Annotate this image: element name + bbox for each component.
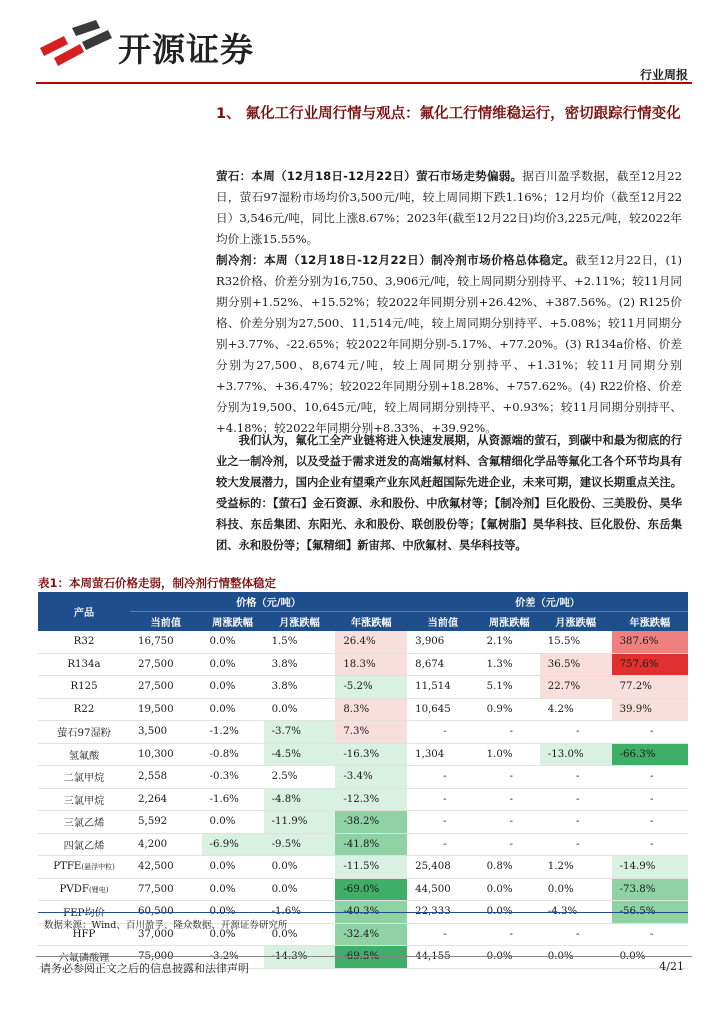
value-cell: 22,333 — [407, 901, 479, 924]
paragraph-refrigerant-lead: 制冷剂：本周（12月18日-12月22日）制冷剂市场价格总体稳定。 — [216, 253, 576, 267]
value-cell: -1.6% — [202, 788, 264, 811]
value-cell: 0.0% — [202, 811, 264, 834]
value-cell: 387.6% — [612, 631, 688, 653]
logo-mark-icon — [36, 18, 116, 68]
page-number: 4/21 — [659, 960, 684, 973]
product-name-cell — [38, 788, 130, 811]
value-cell: -3.4% — [335, 766, 407, 789]
value-cell: - — [407, 721, 479, 744]
product-name: PTFE — [53, 861, 82, 873]
paragraph-view: 我们认为，氟化工全产业链将进入快速发展期，从资源端的萤石，到碳中和最为彻底的行业之一制冷剂，以及受益于需求迸发的高端氟材料、含氟精细化学品等氟化工各个环节均具有较大发展潜力，国内企业有望乘产业东风赶超国际先进企业，未来可期，建议长期重点关注。受益标的：【萤石】金石资源、永和股份、中欣氟材等；【制冷剂】巨化股份、三美股份、昊华科技、东岳集团、东阳光、永和股份、联创股份等；【氟树脂】昊华科技、巨化股份、东岳集团、永和股份等；【氟精细】新宙邦、中欣氟材、昊华科技等。 — [216, 434, 682, 552]
product-name-cell — [38, 833, 130, 856]
value-cell: -66.3% — [612, 743, 688, 766]
value-cell: 36.5% — [540, 653, 612, 676]
value-cell: -32.4% — [335, 923, 407, 946]
value-cell: -3.7% — [264, 721, 336, 744]
value-cell: 0.0% — [202, 856, 264, 879]
value-cell: - — [540, 721, 612, 744]
table-row — [38, 743, 688, 766]
value-cell: - — [407, 811, 479, 834]
value-cell: 15.5% — [540, 631, 612, 653]
value-cell: 1.0% — [479, 743, 540, 766]
header-group-spread: 价差（元/吨） — [407, 592, 688, 612]
value-cell: 75,000 — [130, 946, 202, 969]
value-cell: 22.7% — [540, 676, 612, 699]
value-cell: 16,750 — [130, 631, 202, 653]
column-header: 周涨跌幅 — [202, 612, 264, 632]
value-cell: 4.2% — [540, 698, 612, 721]
product-note: (悬浮中粒) — [81, 863, 115, 872]
column-header: 年涨跌幅 — [612, 612, 688, 632]
paragraph-fluorite-body: 据百川盈孚数据，截至12月22日，萤石97湿粉市场均价3,500元/吨，较上周同期下跌1.16%；12月均价（截至12月22日）3,546元/吨，同比上涨8.67%；2023年(截至12月22日)均价3,225元/吨，较2022年均价上涨15.55%。 — [216, 169, 682, 246]
value-cell: 0.0% — [264, 698, 336, 721]
value-cell: - — [540, 811, 612, 834]
value-cell: 2,264 — [130, 788, 202, 811]
paragraph-refrigerant-body: 截至12月22日，(1) R32价格、价差分别为16,750、3,906元/吨，较上周同期分别持平、+2.11%；较11月同期分别+1.52%、+15.52%；较2022年同期分别+26.42%、+387.56%。(2) R125价格、价差分别为27,500、11,514元/吨，较上周同期分别持平、+5.08%；较11月同期分别+3.77%、-22.65%；较2022年同期分别-5.17%、+77.20%。(3) R134a价格、价差分别为27,500、8,674元/吨，较上周同期分别持平、+1.31%；较11月同期分别+3.77%、+36.47%；较2022年同期分别+18.28%、+757.62%。(4) R22价格、价差分别为19,500、10,645元/吨，较上周同期分别持平、+0.93%；较11月同期分别持平、+4.18%；较2022年同期分别+8.33%、+39.92%。 — [216, 253, 682, 435]
product-name-cell — [38, 743, 130, 766]
value-cell: -69.0% — [335, 878, 407, 901]
value-cell: -1.2% — [202, 721, 264, 744]
value-cell: - — [479, 721, 540, 744]
value-cell: 3.8% — [264, 676, 336, 699]
value-cell: - — [612, 788, 688, 811]
value-cell: 1.2% — [540, 856, 612, 879]
table-row — [38, 721, 688, 744]
value-cell: 4,200 — [130, 833, 202, 856]
value-cell: 1.3% — [479, 653, 540, 676]
value-cell: 18.3% — [335, 653, 407, 676]
value-cell: 0.0% — [202, 653, 264, 676]
value-cell: -69.5% — [335, 946, 407, 969]
table-row — [38, 856, 688, 879]
product-name: R22 — [73, 703, 95, 715]
value-cell: 60,500 — [130, 901, 202, 924]
column-header: 周涨跌幅 — [479, 612, 540, 632]
product-note: (锂电) — [88, 885, 109, 894]
product-name-cell — [38, 676, 130, 699]
value-cell: -56.5% — [612, 901, 688, 924]
value-cell: -9.5% — [264, 833, 336, 856]
product-name: HFP — [72, 928, 96, 940]
value-cell: 3.8% — [264, 653, 336, 676]
product-name-cell — [38, 631, 130, 653]
value-cell: 10,300 — [130, 743, 202, 766]
value-cell: 0.0% — [540, 878, 612, 901]
product-name: R134a — [67, 658, 101, 670]
value-cell: -11.9% — [264, 811, 336, 834]
value-cell: - — [612, 833, 688, 856]
product-name: 三氯甲烷 — [63, 795, 105, 807]
value-cell: 42,500 — [130, 856, 202, 879]
value-cell: 2,558 — [130, 766, 202, 789]
table-row — [38, 676, 688, 699]
footer-divider — [36, 956, 692, 957]
value-cell: -11.5% — [335, 856, 407, 879]
value-cell: 0.0% — [202, 631, 264, 653]
value-cell: - — [407, 766, 479, 789]
value-cell: - — [407, 923, 479, 946]
table-row — [38, 653, 688, 676]
value-cell: 757.6% — [612, 653, 688, 676]
value-cell: 77.2% — [612, 676, 688, 699]
value-cell: -4.5% — [264, 743, 336, 766]
value-cell: - — [540, 923, 612, 946]
value-cell: -4.8% — [264, 788, 336, 811]
paragraph-refrigerant — [216, 250, 682, 439]
value-cell: -14.3% — [264, 946, 336, 969]
column-header: 月涨跌幅 — [540, 612, 612, 632]
data-source: 数据来源：Wind、百川盈孚、隆众数据、开源证券研究所 — [44, 920, 288, 931]
column-header: 年涨跌幅 — [335, 612, 407, 632]
value-cell: - — [612, 721, 688, 744]
value-cell: 0.0% — [202, 923, 264, 946]
table-caption: 表1：本周萤石价格走弱，制冷剂行情整体稳定 — [38, 576, 276, 590]
product-name: R125 — [70, 681, 98, 693]
value-cell: 3,500 — [130, 721, 202, 744]
value-cell: - — [612, 766, 688, 789]
value-cell: -1.6% — [264, 901, 336, 924]
value-cell: 77,500 — [130, 878, 202, 901]
table-row — [38, 833, 688, 856]
product-name: 氢氟酸 — [68, 750, 100, 762]
paragraph-fluorite — [216, 166, 682, 250]
value-cell: 0.0% — [612, 946, 688, 969]
header-group-price: 价格（元/吨） — [130, 592, 407, 612]
value-cell: - — [479, 923, 540, 946]
value-cell: 0.0% — [202, 901, 264, 924]
value-cell: 0.8% — [479, 856, 540, 879]
value-cell: -0.3% — [202, 766, 264, 789]
value-cell: - — [612, 811, 688, 834]
value-cell: 44,500 — [407, 878, 479, 901]
value-cell: 25,408 — [407, 856, 479, 879]
value-cell: 5,592 — [130, 811, 202, 834]
column-header-row — [38, 612, 688, 632]
value-cell: - — [540, 766, 612, 789]
value-cell: 5.1% — [479, 676, 540, 699]
value-cell: 10,645 — [407, 698, 479, 721]
product-name-cell — [38, 653, 130, 676]
company-name: 开源证券 — [118, 30, 254, 69]
value-cell: 0.0% — [479, 878, 540, 901]
value-cell: 0.0% — [264, 923, 336, 946]
value-cell: - — [540, 833, 612, 856]
value-cell: 2.1% — [479, 631, 540, 653]
value-cell: -4.3% — [540, 901, 612, 924]
column-header: 当前值 — [407, 612, 479, 632]
value-cell: 37,000 — [130, 923, 202, 946]
value-cell: - — [479, 766, 540, 789]
value-cell: 0.0% — [479, 946, 540, 969]
value-cell: 2.5% — [264, 766, 336, 789]
value-cell: 27,500 — [130, 653, 202, 676]
value-cell: - — [479, 811, 540, 834]
value-cell: -16.3% — [335, 743, 407, 766]
value-cell: -73.8% — [612, 878, 688, 901]
value-cell: - — [479, 833, 540, 856]
header-product: 产品 — [38, 592, 130, 631]
product-name: 二氯甲烷 — [63, 773, 105, 785]
product-name: PVDF — [59, 883, 89, 895]
value-cell: 27,500 — [130, 676, 202, 699]
table-row — [38, 631, 688, 653]
table-row — [38, 811, 688, 834]
value-cell: 0.0% — [264, 878, 336, 901]
product-name: FEP均价 — [63, 908, 105, 920]
value-cell: 0.0% — [264, 856, 336, 879]
value-cell: 8,674 — [407, 653, 479, 676]
table-row — [38, 788, 688, 811]
value-cell: 1,304 — [407, 743, 479, 766]
value-cell: 0.0% — [202, 878, 264, 901]
value-cell: - — [479, 788, 540, 811]
column-header: 当前值 — [130, 612, 202, 632]
product-name: 四氯乙烯 — [63, 840, 105, 852]
section-title: 1、 氟化工行业周行情与观点：氟化工行情维稳运行，密切跟踪行情变化 — [216, 106, 681, 122]
product-name-cell — [38, 766, 130, 789]
value-cell: -14.9% — [612, 856, 688, 879]
product-name: R32 — [73, 636, 95, 648]
value-cell: -0.8% — [202, 743, 264, 766]
value-cell: - — [540, 788, 612, 811]
value-cell: 0.0% — [202, 698, 264, 721]
value-cell: -12.3% — [335, 788, 407, 811]
value-cell: 0.0% — [479, 901, 540, 924]
product-name-cell — [38, 856, 130, 879]
value-cell: 0.0% — [540, 946, 612, 969]
value-cell: 44,155 — [407, 946, 479, 969]
value-cell: 19,500 — [130, 698, 202, 721]
value-cell: 0.0% — [202, 676, 264, 699]
value-cell: -41.8% — [335, 833, 407, 856]
paragraph-fluorite-lead: 萤石：本周（12月18日-12月22日）萤石市场走势偏弱。 — [216, 169, 523, 183]
value-cell: -40.3% — [335, 901, 407, 924]
table-row — [38, 766, 688, 789]
product-name-cell — [38, 878, 130, 901]
value-cell: 26.4% — [335, 631, 407, 653]
value-cell: 11,514 — [407, 676, 479, 699]
value-cell: -6.9% — [202, 833, 264, 856]
product-name-cell — [38, 721, 130, 744]
table-row — [38, 878, 688, 901]
value-cell: - — [407, 833, 479, 856]
product-name: 萤石97湿粉 — [57, 728, 111, 740]
header-divider — [36, 82, 692, 84]
value-cell: 39.9% — [612, 698, 688, 721]
value-cell: -3.2% — [202, 946, 264, 969]
value-cell: - — [612, 923, 688, 946]
product-name-cell — [38, 811, 130, 834]
table-row — [38, 698, 688, 721]
value-cell: 8.3% — [335, 698, 407, 721]
table-bottom-rule — [38, 912, 688, 913]
value-cell: - — [407, 788, 479, 811]
value-cell: -13.0% — [540, 743, 612, 766]
product-name: 六氟磷酸锂 — [58, 953, 110, 965]
footer-disclaimer: 请务必参阅正文之后的信息披露和法律声明 — [40, 962, 249, 975]
value-cell: -38.2% — [335, 811, 407, 834]
column-header: 月涨跌幅 — [264, 612, 336, 632]
value-cell: 3,906 — [407, 631, 479, 653]
value-cell: 0.9% — [479, 698, 540, 721]
product-name: 三氯乙烯 — [63, 818, 105, 830]
value-cell: 1.5% — [264, 631, 336, 653]
value-cell: 7.3% — [335, 721, 407, 744]
value-cell: -5.2% — [335, 676, 407, 699]
report-type: 行业周报 — [639, 68, 688, 82]
product-name-cell — [38, 698, 130, 721]
